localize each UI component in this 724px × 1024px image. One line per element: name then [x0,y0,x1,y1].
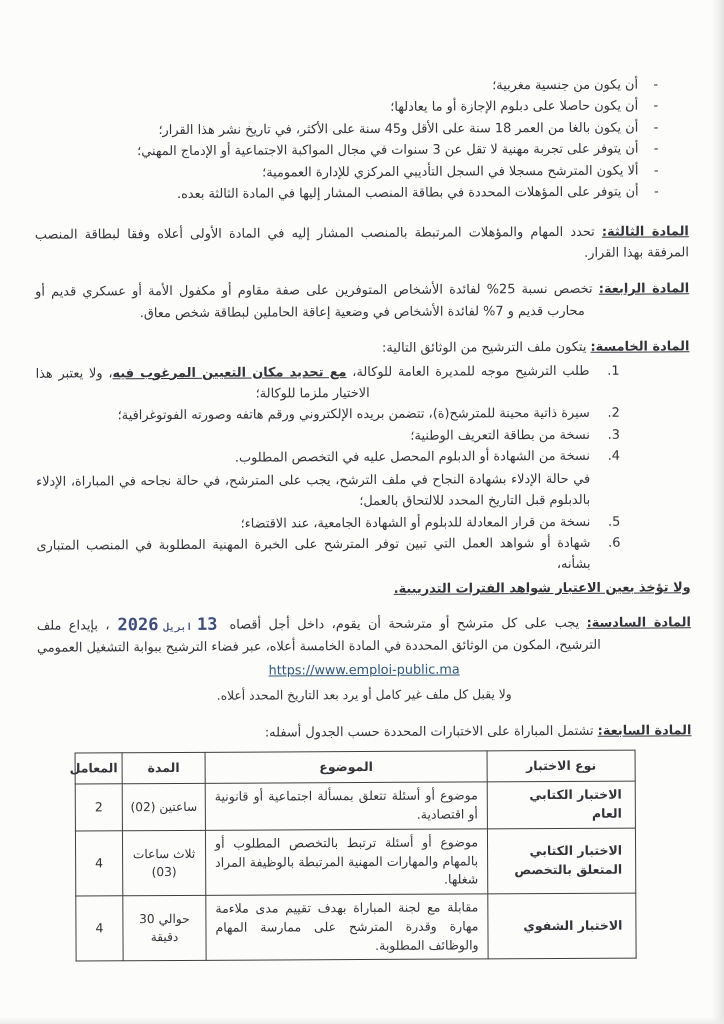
dash-bullet-icon: - [653,120,659,136]
dash-bullet-icon: - [653,77,659,93]
cell-subject: موضوع أو أسئلة ترتبط بالتخصص المطلوب أو بالمهام والمهارات المهنية المرتبطة بالوظيفة المراد شغلها. [205,829,487,896]
dash-bullet-icon: - [653,184,659,200]
article-label: المادة السابعة: [597,723,692,739]
item-text-underlined: مع تحديد مكان التعيين المرغوب فيه [112,364,347,381]
scan-edge-bottom [0,1017,724,1024]
scan-edge-right [711,0,724,1024]
header-exam-type: نوع الاختبار [487,750,635,782]
item-number: 5. [607,514,621,530]
condition-text: أن يتوفر على المؤهلات المحددة في بطاقة المنصب المشار إليها في المادة الثالثة بعده. [176,184,639,203]
article-text: يجب على كل مترشح أو مترشحة أن يقوم، داخل أجل أقصاه [229,616,580,633]
header-coefficient: المعامل [75,753,122,784]
item-number: 2. [607,406,620,422]
header-subject: الموضوع [205,751,487,783]
cell-duration: حوالي 30 دقيقة [123,895,206,961]
document-item-text [36,446,590,514]
document-item [36,403,620,427]
portal-url-line [37,658,691,683]
article-label: المادة الرابعة: [598,281,690,298]
cell-subject: مقابلة مع لجنة المباراة بهدف تقييم مدى ملاءمة مهارة وقدرة المترشح على ممارسة المهام والوظائف المطلوبة. [206,894,488,961]
condition-text: أن يتوفر على تجربة مهنية لا تقل عن 3 سنوات في مجال المواكبة الاجتماعية أو الإدماج المهني؛ [137,141,639,160]
stamp-day: 13 [196,615,218,636]
condition-text: أن يكون حاصلا على دبلوم الإجازة أو ما يعادلها؛ [390,98,639,116]
dash-bullet-icon: - [653,98,659,114]
header-duration: المدة [122,753,205,784]
condition-item [35,182,659,207]
cell-coefficient: 2 [75,784,122,831]
dash-bullet-icon: - [653,163,659,179]
stamp-month: ابريل [163,622,193,634]
item-note: في حالة الإدلاء بشهادة النجاح في ملف الترشح، يجب على المترشح، في حالة نجاحه في المباراة، الإدلاء بالدبلوم قبل التاريخ المحدد للالتحاق بالعمل؛ [36,471,591,510]
table-row [75,828,635,896]
table-row [76,893,636,961]
document-item-text [36,533,691,602]
condition-text: أن يكون بالغا من العمر 18 سنة على الأقل و45 سنة على الأكثر، في تاريخ نشر هذا القرار؛ [158,120,639,138]
table-row [75,781,635,830]
cell-exam-type: الاختبار الكتابي العام [487,781,635,828]
document-item-text: نسخة من بطاقة التعريف الوطنية؛ [410,427,590,444]
item-text: ، ولا يعتبر هذا الاختيار ملزما للوكالة؛ [35,365,370,402]
article-text: تحدد المهام والمؤهلات المرتبطة بالمنصب المشار إليه في المادة الأولى أعلاه وفقا لبطاقة المنصب المرفقة بهذا القرار. [34,224,689,261]
portal-link[interactable]: https://www.emploi-public.ma [268,662,460,679]
cell-coefficient: 4 [76,896,123,961]
condition-text: ألا يكون المترشح مسجلا في السجل التأديبي المركزي للإدارة العمومية؛ [262,163,639,181]
document-item-text [36,360,590,406]
dash-bullet-icon: - [653,141,659,157]
item-number: 6. [608,535,621,551]
document-item [36,425,620,449]
item-text: شهادة أو شواهد العمل التي تبين توفر المترشح على الخبرة المهنية المطلوبة في المنصب المتبارى بشأنه، [36,535,591,573]
cell-duration: ساعتين (02) [122,784,205,831]
article-third [35,221,689,267]
article-label: المادة الثالثة: [601,223,689,240]
item-number: 1. [607,363,620,379]
article-seventh [37,720,691,745]
item-text: نسخة من الشهادة أو الدبلوم المحصل عليه في التخصص المطلوب. [234,449,591,466]
deadline-note: ولا يقبل كل ملف غير كامل أو يرد بعد التاريخ المحدد أعلاه. [216,686,512,703]
conditions-list [34,74,689,206]
article-intro: يتكون ملف الترشيح من الوثائق التالية: [381,340,587,357]
item-text-underlined: ولا تؤخذ بعين الاعتبار شواهد الفترات التدريبية. [393,580,691,597]
item-text: طلب الترشيح موجه للمديرة العامة للوكالة، [346,363,590,380]
document-item [36,511,620,535]
document-item [36,533,691,602]
item-number: 4. [607,448,621,465]
article-fourth [35,279,689,325]
cell-subject: موضوع أو أسئلة تتعلق بمسألة اجتماعية أو قانونية أو اقتصادية. [205,782,487,830]
document-item-text: نسخة من قرار المعادلة للدبلوم أو الشهادة الجامعية، عند الاقتضاء؛ [240,514,591,532]
article-text: تخصص نسبة 25% لفائدة الأشخاص المتوفرين على صفة مقاوم أو مكفول الأمة أو عسكري قديم أو محارب قديم و 7% لفائدة الأشخاص في وضعية إعاقة الحاملين لبطاقة شخص معاق. [35,282,593,321]
article-text: تشتمل المباراة على الاختبارات المحددة حسب الجدول أسفله: [264,723,594,741]
cell-coefficient: 4 [75,831,122,896]
cell-duration: ثلاث ساعات (03) [122,830,205,896]
stamp-year: 2026 [117,615,159,636]
article-sixth [37,613,691,707]
cell-exam-type: الاختبار الكتابي المتعلق بالتخصص [487,828,635,894]
table-header-row [75,750,635,784]
article-label: المادة الخامسة: [590,339,690,356]
article-label: المادة السادسة: [586,615,691,632]
cell-exam-type: الاختبار الشفوي [488,893,636,959]
document-item [36,446,620,514]
article-sixth-paragraph [37,613,691,659]
documents-list [36,360,691,602]
article-fifth [35,337,689,362]
document-item-text: سيرة ذاتية محينة للمترشح(ة)، تتضمن بريده الإلكتروني ورقم هاتفه وصورته الفوتوغرافية؛ [117,406,590,424]
item-number: 3. [607,427,620,443]
document-content [34,74,693,962]
article-text: ، بإيداع ملف الترشيح، المكون من الوثائق المحددة في المادة الخامسة أعلاه، عبر فضاء الترشيح ببوابة التشغيل العمومي [36,618,601,656]
document-item [36,360,620,406]
exam-table [69,750,637,962]
condition-text: أن يكون من جنسية مغربية؛ [492,77,639,94]
date-stamp [117,617,217,635]
